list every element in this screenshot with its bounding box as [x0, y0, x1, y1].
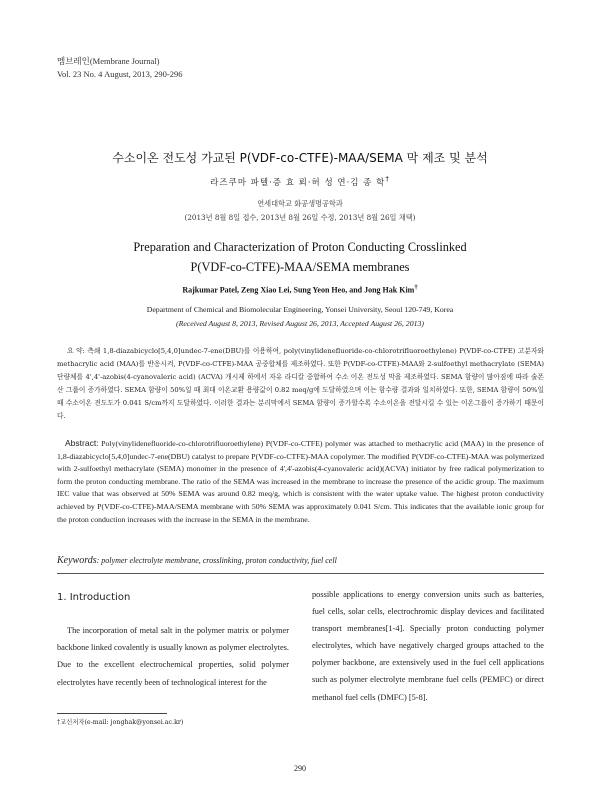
korean-received-dates: (2013년 8월 8일 접수, 2013년 8월 26일 수정, 2013년 8월 26일 채택) [184, 213, 416, 222]
journal-issue: Vol. 23 No. 4 August, 2013, 290-296 [57, 69, 183, 79]
english-affiliation: Department of Chemical and Biomolecular Engineering, Yonsei University, Seoul 120-749, Korea [146, 305, 454, 314]
english-abstract-label: Abstract: [65, 438, 99, 448]
english-abstract [57, 437, 544, 526]
keywords-label: Keywords [57, 555, 97, 566]
korean-author-names: 라즈쿠마 파텔·증 효 뢰·허 성 연·김 종 학 [210, 177, 386, 188]
english-authors [40, 284, 560, 295]
introduction-left-column: The incorporation of metal salt in the polymer matrix or polymer backbone linked covalently is usually known as polymer electrolytes. Due to the excellent electrochemical properties, solid polymer electrolytes have recently been of technological interest for the [57, 626, 289, 687]
journal-name: 멤브레인(Membrane Journal) [57, 56, 160, 66]
introduction-heading: 1. Introduction [57, 592, 131, 603]
journal-header [57, 55, 182, 81]
section-divider [57, 573, 544, 574]
korean-abstract-label: 요 약: [67, 347, 85, 355]
korean-author-mark: † [385, 174, 390, 183]
english-abstract-text: Poly(vinylidenefluoride-co-chlorotrifluoroethylene) P(VDF-co-CTFE) polymer was attached to methacrylic acid (MAA) in the presence of 1,8-diazabicyclo[5,4,0]undec-7-ene(DBU) catalyst to prepare P(VDF-co-CTFE)-MAA copolymer. The modified P(VDF-co-CTFE)-MAA was polymerized with 2-sulfoethyl methacrylate (SEMA) monomer in the presence of 4',4'-azobis(4-cyanovaleric acid)(ACVA) initiator by free radical polymerization to form the proton conducting membrane. The ratio of the SEMA was increased in the membrane to increase the presence of the acidic group. The maximum IEC value that was observed at 50% SEMA was around 0.82 meq/g, which is consistent with the water uptake value. The highest proton conductivity achieved by P(VDF-co-CTFE)-MAA/SEMA membrane with 50% SEMA was approximately 0.041 S/cm. This indicates that the available ionic group for the proton conduction increases with the increase in the SEMA in the membrane. [57, 439, 544, 524]
corresponding-author-footnote: †교신저자(e-mail: jonghak@yonsei.ac.kr) [57, 719, 184, 726]
korean-affiliation: 연세대학교 화공생명공학과 [257, 199, 343, 208]
keywords [57, 555, 544, 566]
english-author-names: Rajkumar Patel, Zeng Xiao Lei, Sung Yeon Heo, and Jong Hak Kim [182, 285, 415, 295]
korean-affiliation-block [40, 197, 560, 225]
footnote-divider [57, 713, 167, 714]
english-received-dates: (Received August 8, 2013, Revised August 26, 2013, Accepted August 26, 2013) [175, 319, 424, 328]
english-title-line-1: Preparation and Characterization of Proton Conducting Crosslinked [133, 240, 467, 254]
page-number: 290 [294, 764, 306, 773]
korean-abstract-text: 측쇄 1,8-diazabicyclo[5,4,0]undec-7-ene(DBU)를 이용하여, poly(vinylidenefluoride-co-chlorotrifluoroethylene) P(VDF-co-CTFE) 고분자와 methacrylic acid (MAA)를 반응시켜, P(VDF-co-CTFE)-MAA 공중합체를 제조하였다. 또한 P(VDF-co-CTFE)-MAA와 2-sulfoethyl methacrylate (SEMA) 단량체를 4',4'-azobis(4-cyanovaleric acid) (ACVA) 개시제 하에서 자유 라디칼 중합하여 수소 이온 전도성 막을 제조하였다. SEMA 함량이 많아짐에 따라 술폰산 그룹이 증가하였다. SEMA 함량이 50%일 때 최대 이온교환 용량값이 0.82 meq/g에 도달하였으며 이는 함수량 결과와 일치하였다. 또한, SEMA 함량이 50%일 때 수소이온 전도도가 0.041 S/cm까지 도달하였다. 이러한 결과는 분리막에서 SEMA 함량이 증가할수록 수소이온을 전달시킬 수 있는 이온그룹이 증가하기 때문이다. [57, 347, 544, 420]
introduction-right-column: possible applications to energy conversion units such as batteries, fuel cells, solar cells, electrochromic display devices and facilitated transport membranes[1-4]. Specially proton conducting polymer electrolytes, which have negatively charged groups attached to the polymer backbone, are extensively used in the fuel cell applications such as polymer electrolyte membrane fuel cells (PEMFC) or direct methanol fuel cells (DMFC) [5-8]. [312, 590, 544, 702]
english-author-mark: † [414, 284, 418, 291]
english-title-line-2: P(VDF-co-CTFE)-MAA/SEMA membranes [190, 260, 410, 274]
english-affiliation-block [40, 303, 560, 331]
english-title [60, 237, 540, 277]
keywords-text: : polymer electrolyte membrane, crosslinking, proton conductivity, fuel cell [96, 556, 337, 565]
korean-authors [40, 174, 560, 188]
korean-abstract [57, 345, 544, 422]
korean-title: 수소이온 전도성 가교된 P(VDF-co-CTFE)-MAA/SEMA 막 제조 및 분석 [112, 151, 488, 165]
